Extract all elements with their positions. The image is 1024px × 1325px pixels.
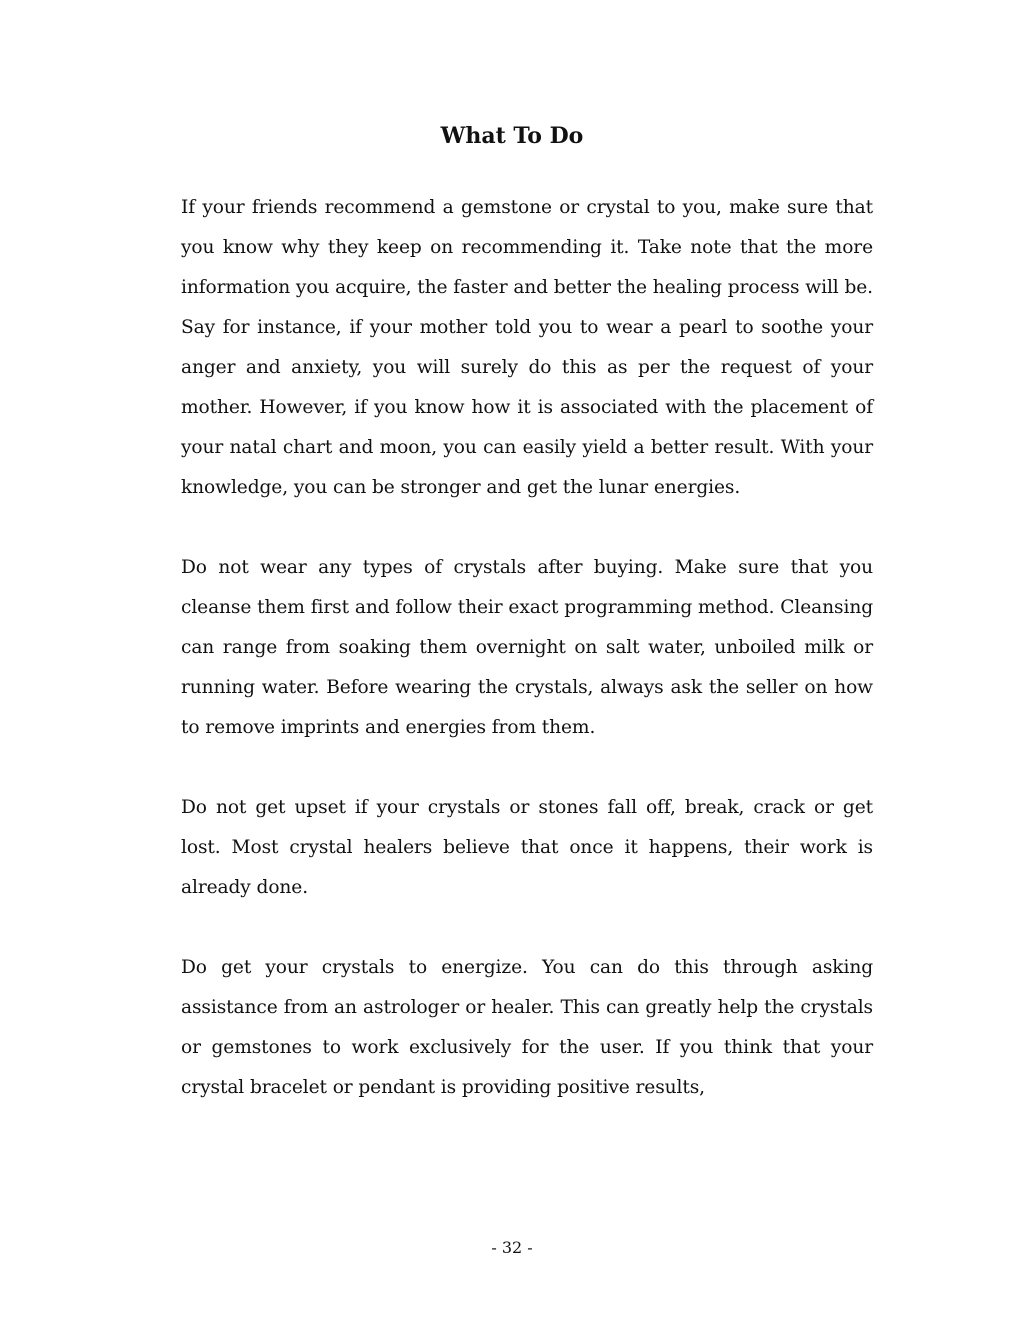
page-number: - 32 - bbox=[491, 1238, 533, 1257]
paragraph-1: If your friends recommend a gemstone or crystal to you, make sure that you know why they keep on recommending it. Take note that the more information you acquire, the faster and better the healing process will be. Say for instance, if your mother told you to wear a pearl to soothe your anger and anxiety, you will surely do this as per the request of your mother. However, if you know how it is associated with the placement of your natal chart and moon, you can easily yield a better result. With your knowledge, you can be stronger and get the lunar energies. bbox=[181, 197, 873, 498]
body-text bbox=[181, 188, 873, 1148]
page-title: What To Do bbox=[440, 123, 584, 149]
paragraph-4: Do get your crystals to energize. You can do this through asking assistance from an astrologer or healer. This can greatly help the crystals or gemstones to work exclusively for the user. If you think that your crystal bracelet or pendant is providing positive results, bbox=[181, 957, 873, 1098]
paragraph-2: Do not wear any types of crystals after buying. Make sure that you cleanse them first and follow their exact programming method. Cleansing can range from soaking them overnight on salt water, unboiled milk or running water. Before wearing the crystals, always ask the seller on how to remove imprints and energies from them. bbox=[181, 557, 873, 738]
paragraph-3: Do not get upset if your crystals or stones fall off, break, crack or get lost. Most crystal healers believe that once it happens, their work is already done. bbox=[181, 797, 873, 898]
